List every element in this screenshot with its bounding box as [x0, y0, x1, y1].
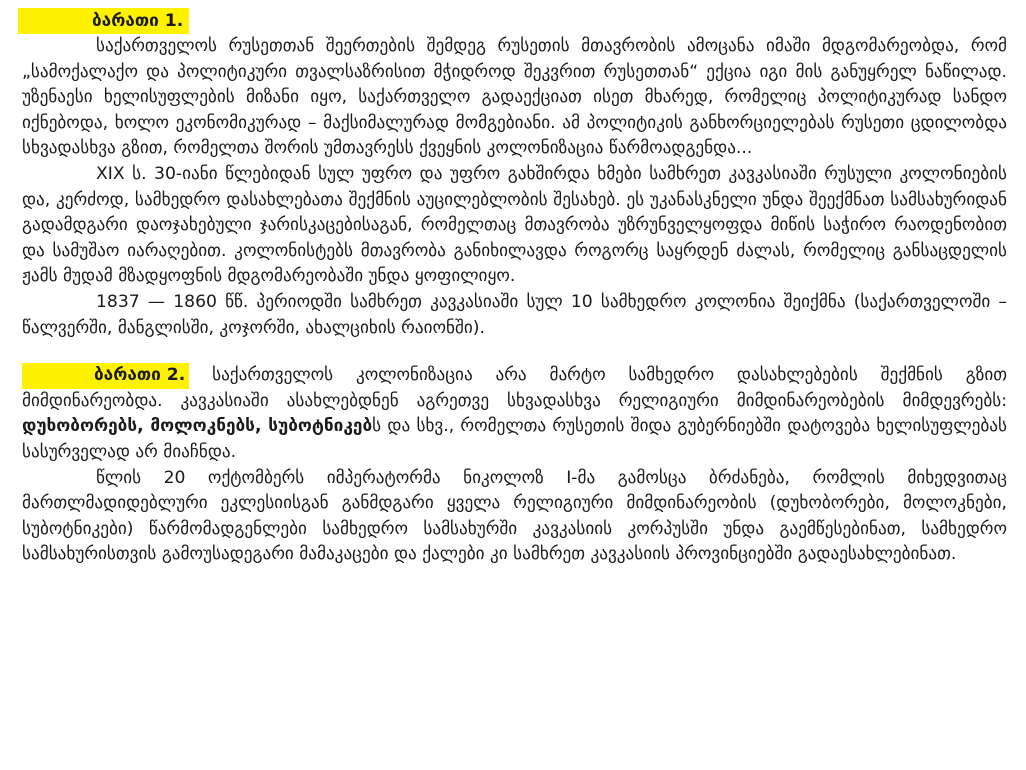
document-page [22, 8, 1007, 568]
section-gap [22, 341, 1007, 363]
card2-paragraph-2: წლის 20 ოქტომბერს იმპერატორმა ნიკოლოზ I-მა გამოსცა ბრძანება, რომლის მიხედვითაც მართლმადიდებლური ეკლესიისგან განმდგარი ყველა რელიგიური მიმდინარეობის (დუხობორები, მოლოკნები, სუბოტნიკები) წარმომადგენლები სამხედრო სამსახურში კავკასიის კორპუსში უნდა გაემწესებინათ, სამხედრო სამსახურისთვის გამოუსადეგარი მამაკაცები და ქალები კი სამხრეთ კავკასიის პროვინციებში გადაესახლებინათ. [22, 467, 1007, 565]
card1-paragraph-3: 1837 — 1860 წწ. პერიოდში სამხრეთ კავკასიაში სულ 10 სამხედრო კოლონია შეიქმნა (საქართველოში – წალვერში, მანგლისში, კოჯორში, ახალციხის რაიონში). [22, 291, 1007, 338]
card1-label: ბარათი 1. [18, 8, 189, 34]
card2-p1-after: ს და სხვ., რომელთა რუსეთის შიდა გუბერნიებში დატოვება ხელისუფლებას სასურველად არ მიაჩნდა. [22, 416, 1007, 462]
card2-paragraph-1 [22, 363, 1007, 465]
card2-label: ბარათი 2. [22, 363, 189, 389]
card2-p1-before: საქართველოს კოლონიზაცია არა მარტო სამხედრო დასახლებების შექმნის გზით მიმდინარეობდა. კავკასიაში ასახლებდნენ აგრეთვე სხვადასხვა რელიგიური მიმდინარეობების მიმდევრებს: [22, 365, 1007, 411]
card2-p1-bold: დუხობორებს, მოლოკნებს, სუბოტნიკებ [22, 416, 373, 437]
card1-title-line [22, 8, 1007, 34]
card1-paragraph-1: საქართველოს რუსეთთან შეერთების შემდეგ რუსეთის მთავრობის ამოცანა იმაში მდგომარეობდა, რომ „სამოქალაქო და პოლიტიკური თვალსაზრისით მჭიდროდ შეკვრით რუსეთთან“ ექცია იგი მის განუყრელ ნაწილად. უზენაესი ხელისუფლების მიზანი იყო, საქართველო გადაექციათ ისეთ მხარედ, რომელიც პოლიტიკურად სანდო იქნებოდა, ხოლო ეკონომიკურად – მაქსიმალურად მომგებიანი. ამ პოლიტიკის განხორციელებას რუსეთი ცდილობდა სხვადასხვა გზით, რომელთა შორის უმთავრესს ქვეყნის კოლონიზაცია წარმოადგენდა... [22, 36, 1007, 159]
card1-paragraph-2: XIX ს. 30-იანი წლებიდან სულ უფრო და უფრო გახშირდა ხმები სამხრეთ კავკასიაში რუსული კოლონიების და, კერძოდ, სამხედრო დასახლებათა შექმნის აუცილებლობის შესახებ. ეს უკანასკნელი უნდა შეექმნათ სამსახურიდან გადამდგარი დაოჯახებული ჯარისკაცებისაგან, რომელთაც მთავრობა უზრუნველყოფდა მიწის საჭირო რაოდენობით და სამუშაო იარაღებით. კოლონისტებს მთავრობა განიხილავდა როგორც საყრდენ ძალას, რომელიც განსაცდელის ჟამს მუდამ მზადყოფნის მდგომარეობაში უნდა ყოფილიყო. [22, 163, 1007, 287]
